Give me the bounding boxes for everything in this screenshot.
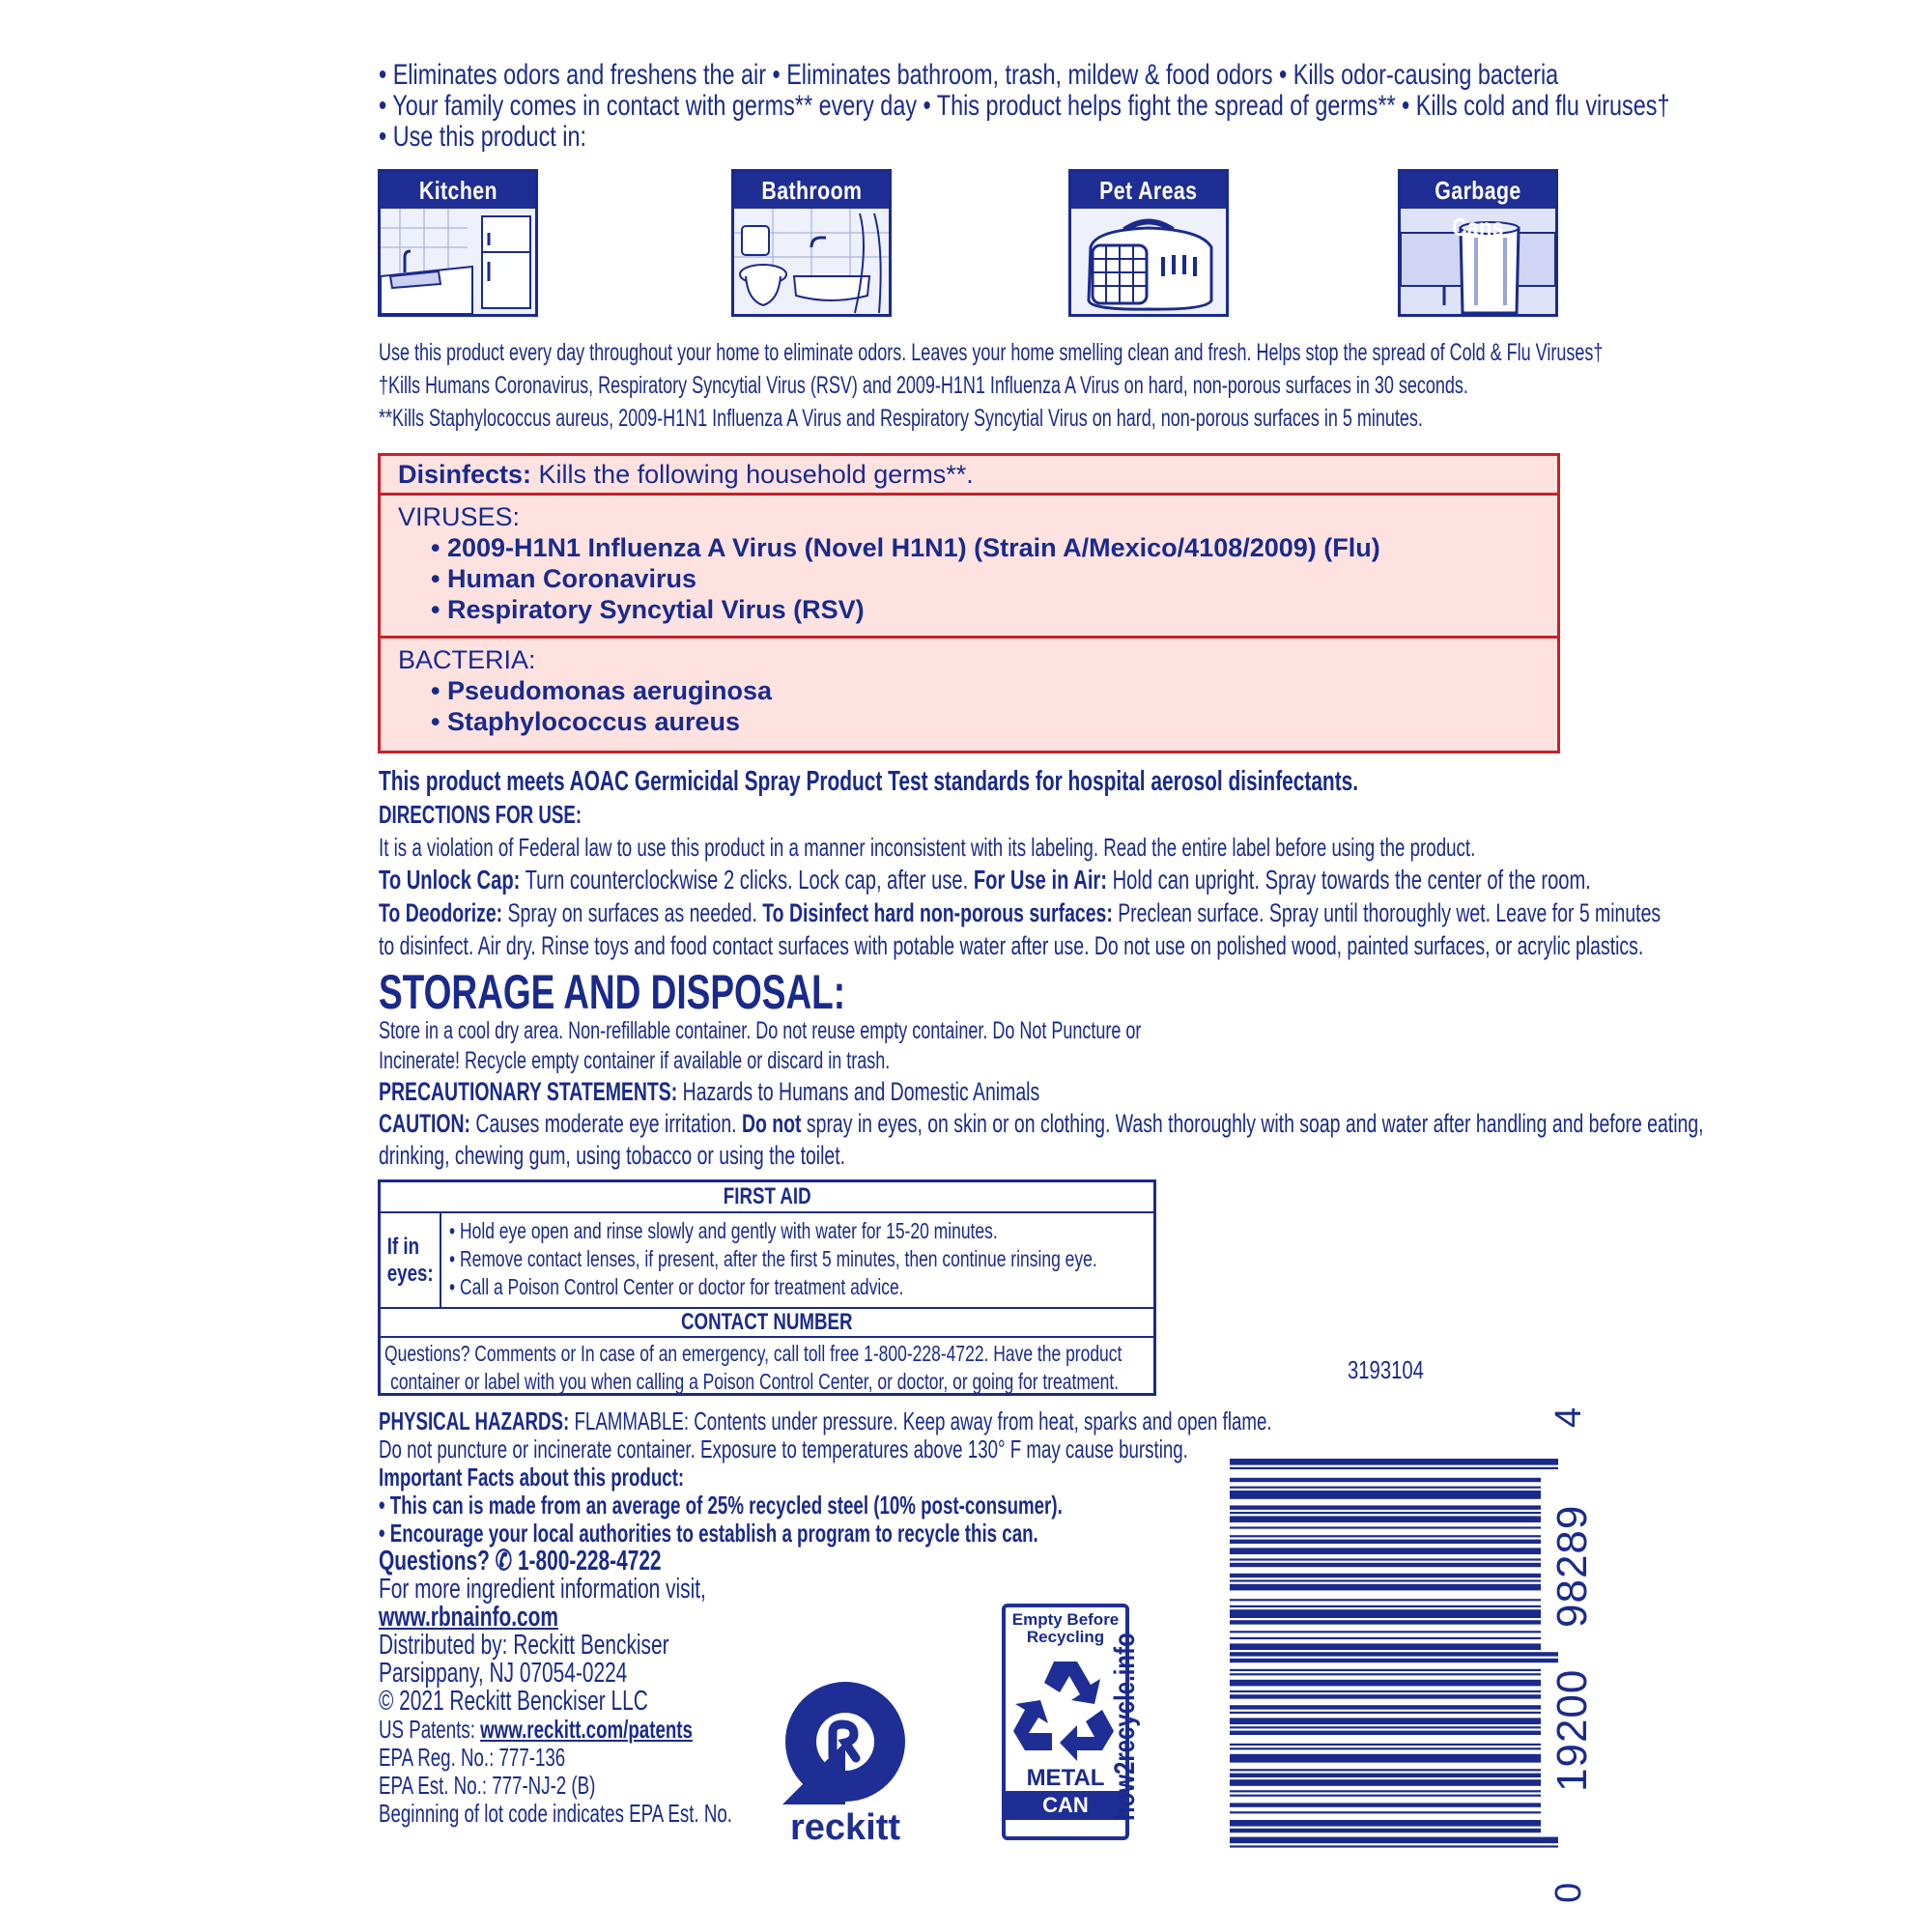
barcode-bar <box>1230 1726 1541 1728</box>
ingredient-info: For more ingredient information visit, <box>379 1574 706 1605</box>
barcode-bar <box>1230 1540 1541 1544</box>
area-label: Kitchen <box>381 172 535 209</box>
virus-item: • Human Coronavirus <box>431 564 696 593</box>
lot-code: 3193104 <box>1348 1355 1424 1384</box>
kitchen-icon <box>381 209 535 314</box>
bacteria-item: • Pseudomonas aeruginosa <box>431 676 773 705</box>
area-tile-bathroom <box>731 169 892 317</box>
precaution-label: PRECAUTIONARY STATEMENTS: <box>379 1077 678 1106</box>
barcode-bar <box>1230 1673 1541 1675</box>
usage-note: †Kills Humans Coronavirus, Respiratory Syncytial Virus (RSV) and 2009-H1N1 Influenza A Virus on hard, non-porous surfaces in 30 seconds. <box>379 372 1468 399</box>
brand-name: reckitt <box>789 1807 901 1848</box>
contact-info <box>381 1338 1153 1398</box>
unlock-text: Turn counterclockwise 2 clicks. Lock cap, after use. <box>520 865 974 895</box>
barcode-group-2: 98289 <box>1548 1504 1596 1628</box>
barcode-bar <box>1230 1478 1541 1482</box>
viruses-label: VIRUSES: <box>398 502 521 531</box>
distributor-line: © 2021 Reckitt Benckiser LLC <box>379 1686 648 1717</box>
bathroom-icon <box>734 209 889 314</box>
barcode-bar <box>1230 1467 1558 1469</box>
barcode-bar <box>1230 1491 1541 1499</box>
barcode-bar <box>1230 1512 1541 1514</box>
area-tile-pet-areas <box>1068 169 1229 317</box>
barcode-bar <box>1230 1609 1541 1618</box>
recycle-top-text: Empty Before Recycling <box>1011 1610 1120 1646</box>
viruses-row <box>381 496 1557 639</box>
recycle-material: METAL <box>1026 1765 1105 1791</box>
barcode-bar <box>1230 1718 1541 1724</box>
barcode-bar <box>1230 1829 1541 1833</box>
bacteria-item: • Staphylococcus aureus <box>431 707 741 736</box>
deodorize-text: Spray on surfaces as needed. <box>502 898 763 927</box>
reckitt-swirl-icon <box>773 1679 918 1804</box>
precaution-text: Hazards to Humans and Domestic Animals <box>677 1077 1040 1106</box>
barcode <box>1230 1457 1558 1853</box>
barcode-bar <box>1230 1652 1558 1656</box>
barcode-bar <box>1230 1694 1541 1698</box>
first-aid-eyes-row <box>381 1213 1153 1309</box>
barcode-bar <box>1230 1599 1541 1601</box>
recycle-container: CAN <box>1005 1791 1126 1820</box>
contact-number-heading: CONTACT NUMBER <box>381 1309 1153 1338</box>
barcode-bar <box>1230 1535 1541 1537</box>
bullet-line: • Eliminates odors and freshens the air • Eliminates bathroom, trash, mildew & food odors • Kills odor-causing bacteria <box>379 59 1559 91</box>
barcode-bar <box>1230 1459 1558 1465</box>
barcode-bar <box>1230 1774 1541 1777</box>
caution-line-continued: drinking, chewing gum, using tobacco or using the toilet. <box>379 1141 846 1170</box>
area-tile-garbage-cans <box>1398 169 1558 317</box>
storage-line: Incinerate! Recycle empty container if available or discard in trash. <box>379 1047 891 1074</box>
barcode-digit-last: 4 <box>1548 1406 1589 1428</box>
barcode-bar <box>1230 1548 1541 1554</box>
epa-line: Beginning of lot code indicates EPA Est. No. <box>379 1799 732 1828</box>
feature-bullets <box>379 60 1669 153</box>
epa-line: EPA Est. No.: 777-NJ-2 (B) <box>379 1771 596 1800</box>
barcode-bar <box>1230 1680 1541 1687</box>
directions-section <box>379 765 1661 962</box>
contact-line: container or label with you when calling a Poison Control Center, or doctor, or going for treatment. <box>390 1369 1120 1394</box>
patents-link[interactable]: www.reckitt.com/patents <box>480 1715 693 1744</box>
how2recycle-site[interactable]: how2recycle.info <box>1109 1633 1141 1821</box>
first-aid-step: • Call a Poison Control Center or doctor for treatment advice. <box>449 1274 904 1299</box>
disinfect-text: Preclean surface. Spray until thoroughly wet. Leave for 5 minutes <box>1112 898 1662 927</box>
recycle-arrows-icon <box>1006 1650 1125 1766</box>
first-aid-steps <box>441 1213 1302 1307</box>
hazards-text: FLAMMABLE: Contents under pressure. Keep away from heat, sparks and open flame. <box>569 1406 1272 1435</box>
air-label: For Use in Air: <box>973 865 1107 895</box>
barcode-bar <box>1230 1558 1541 1560</box>
reckitt-logo <box>773 1679 918 1848</box>
bullet-line: • Your family comes in contact with germs** every day • This product helps fight the spread of germs** • Kills cold and flu viruses† <box>379 90 1670 122</box>
bullet-line: • Use this product in: <box>379 121 586 153</box>
caution-do-not: Do not <box>741 1109 802 1138</box>
storage-heading: STORAGE AND DISPOSAL: <box>379 965 846 1019</box>
barcode-bar <box>1230 1790 1541 1792</box>
website-link[interactable]: www.rbnainfo.com <box>379 1602 558 1633</box>
barcode-bar <box>1230 1820 1541 1827</box>
usage-notes <box>379 336 1603 435</box>
barcode-bar <box>1230 1526 1541 1528</box>
first-aid-heading: FIRST AID <box>381 1182 1153 1213</box>
fact-item: • This can is made from an average of 25% recycled steel (10% post-consumer). <box>379 1491 1063 1520</box>
barcode-bar <box>1230 1563 1541 1567</box>
barcode-bar <box>1230 1731 1541 1735</box>
barcode-bar <box>1230 1712 1541 1714</box>
hazards-label: PHYSICAL HAZARDS: <box>379 1406 570 1435</box>
storage-section <box>379 1016 1704 1172</box>
barcode-bar <box>1230 1811 1541 1813</box>
barcode-bar <box>1230 1579 1541 1581</box>
barcode-bar <box>1230 1487 1541 1489</box>
barcode-bar <box>1230 1643 1541 1650</box>
directions-heading: DIRECTIONS FOR USE: <box>379 800 582 829</box>
virus-item: • 2009-H1N1 Influenza A Virus (Novel H1N1) (Strain A/Mexico/4108/2009) (Flu) <box>431 533 1380 562</box>
caution-text: Causes moderate eye irritation. <box>470 1109 742 1138</box>
barcode-bar <box>1230 1620 1541 1624</box>
questions-phone: Questions? ✆ 1-800-228-4722 <box>379 1546 662 1577</box>
distributor-line: Distributed by: Reckitt Benckiser <box>379 1630 669 1661</box>
air-text: Hold can upright. Spray towards the center of the room. <box>1106 865 1591 895</box>
bacteria-row <box>381 639 1557 737</box>
area-label: Pet Areas <box>1071 172 1226 209</box>
pet-carrier-icon <box>1071 209 1226 314</box>
barcode-bar <box>1230 1754 1541 1763</box>
barcode-bar <box>1230 1505 1541 1509</box>
disinfects-text: Kills the following household germs**. <box>531 460 974 489</box>
barcode-bar <box>1230 1705 1541 1709</box>
hazards-line-continued: Do not puncture or incinerate container. Exposure to temperatures above 130° F may cause bursting. <box>379 1435 1188 1463</box>
disinfects-row <box>381 456 1557 496</box>
barcode-bar <box>1230 1803 1541 1806</box>
disinfects-label: Disinfects: <box>398 460 532 489</box>
deodorize-label: To Deodorize: <box>379 898 503 927</box>
barcode-bar <box>1230 1779 1541 1786</box>
patents-label: US Patents: <box>379 1715 481 1744</box>
caution-line <box>379 1108 1704 1140</box>
first-aid-table <box>378 1179 1156 1396</box>
barcode-bar <box>1230 1637 1541 1639</box>
barcode-bar <box>1230 1659 1558 1662</box>
caution-text: spray in eyes, on skin or on clothing. Wash thoroughly with soap and water after handling and before eating, <box>801 1109 1704 1138</box>
aoac-statement: This product meets AOAC Germicidal Spray Product Test standards for hospital aerosol disinfectants. <box>379 766 1359 797</box>
distributor-line: Parsippany, NJ 07054-0224 <box>379 1658 628 1689</box>
caution-label: CAUTION: <box>379 1109 471 1138</box>
usage-note: Use this product every day throughout your home to eliminate odors. Leaves your home smelling clean and fresh. Helps stop the spread of Cold & Flu Viruses† <box>379 339 1604 366</box>
area-tile-kitchen <box>378 169 538 317</box>
disinfect-text-continued: to disinfect. Air dry. Rinse toys and food contact surfaces with potable water after use. Do not use on polished wood, painted surfaces, or acrylic plastics. <box>379 931 1644 960</box>
barcode-bar <box>1230 1747 1541 1749</box>
germs-panel <box>378 453 1560 753</box>
barcode-bar <box>1230 1744 1541 1746</box>
disinfect-label: To Disinfect hard non-porous surfaces: <box>762 898 1113 927</box>
barcode-bar <box>1230 1516 1541 1522</box>
first-aid-step: • Remove contact lenses, if present, after the first 5 minutes, then continue rinsing eye. <box>449 1246 1098 1271</box>
barcode-digit-first: 0 <box>1548 1882 1589 1903</box>
precaution-line <box>379 1076 1704 1108</box>
area-label: Bathroom <box>734 172 889 209</box>
barcode-bar <box>1230 1584 1541 1591</box>
contact-line: Questions? Comments or In case of an emergency, call toll free 1-800-228-4722. Have the product <box>384 1341 1122 1366</box>
facts-heading: Important Facts about this product: <box>379 1463 685 1492</box>
barcode-bar <box>1230 1605 1541 1607</box>
virus-item: • Respiratory Syncytial Virus (RSV) <box>431 595 865 624</box>
unlock-cap-line <box>379 864 1661 896</box>
barcode-bars <box>1230 1457 1558 1853</box>
barcode-bar <box>1230 1845 1558 1847</box>
federal-law-note: It is a violation of Federal law to use this product in a manner inconsistent with its labeling. Read the entire label before using the product. <box>379 833 1476 862</box>
usage-note: **Kills Staphylococcus aureus, 2009-H1N1 Influenza A Virus and Respiratory Syncytial Virus on hard, non-porous surfaces in 5 minutes. <box>379 405 1423 432</box>
area-label: Garbage Cans <box>1401 172 1555 209</box>
first-aid-step: • Hold eye open and rinse slowly and gently with water for 15-20 minutes. <box>449 1218 999 1243</box>
storage-line: Store in a cool dry area. Non-refillable container. Do not reuse empty container. Do Not Puncture or <box>379 1017 1142 1044</box>
barcode-bar <box>1230 1690 1541 1692</box>
barcode-bar <box>1230 1769 1541 1771</box>
barcode-bar <box>1230 1631 1541 1633</box>
barcode-bar <box>1230 1574 1541 1577</box>
hazards-line <box>379 1407 1272 1435</box>
bacteria-label: BACTERIA: <box>398 645 536 674</box>
epa-line: EPA Reg. No.: 777-136 <box>379 1743 566 1772</box>
unlock-label: To Unlock Cap: <box>379 865 521 895</box>
if-in-eyes-label: If in eyes: <box>381 1213 441 1307</box>
barcode-bar <box>1230 1669 1541 1671</box>
barcode-group-1: 19200 <box>1548 1668 1596 1792</box>
fact-item: • Encourage your local authorities to establish a program to recycle this can. <box>379 1519 1038 1548</box>
deodorize-line <box>379 896 1661 929</box>
barcode-bar <box>1230 1795 1541 1797</box>
barcode-bar <box>1230 1837 1558 1844</box>
